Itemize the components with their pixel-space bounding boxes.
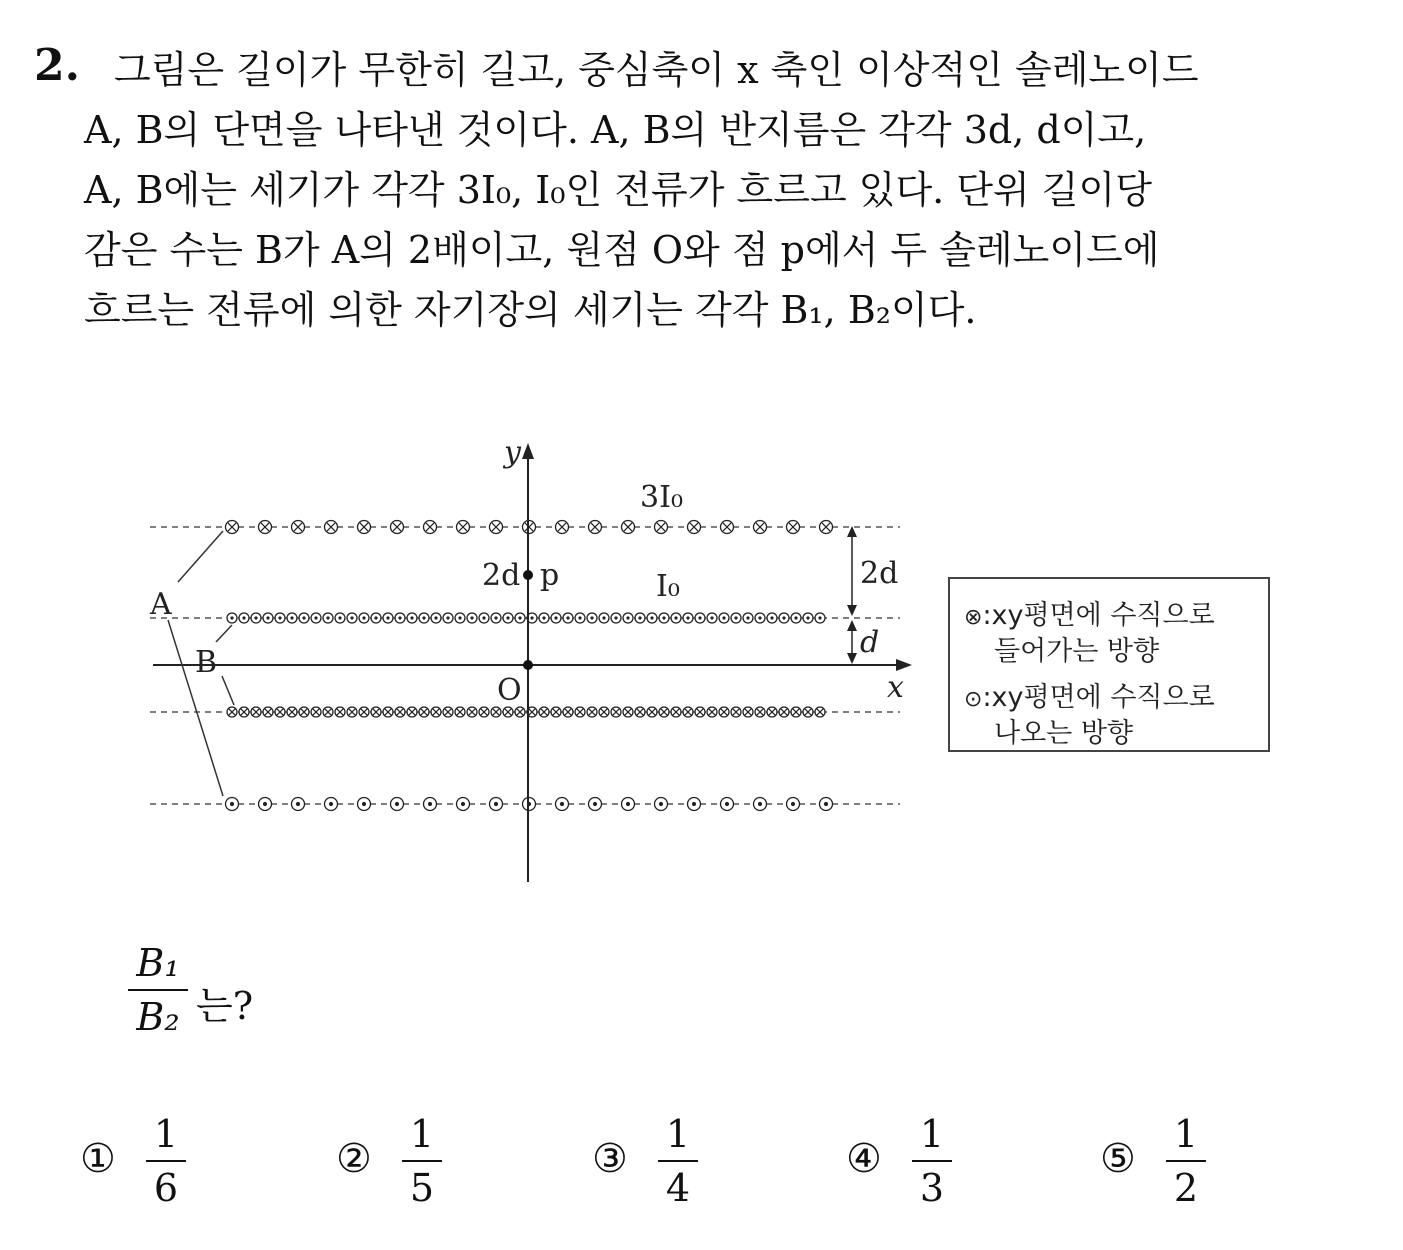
solenoid-b-top-wire xyxy=(551,613,561,623)
point-p-distance: 2d xyxy=(482,558,521,593)
solenoid-b-bottom-wire xyxy=(479,707,489,717)
y-axis-label: y xyxy=(504,435,521,470)
solenoid-b-top-wire xyxy=(347,613,357,623)
solenoid-b-top-wire xyxy=(515,613,525,623)
solenoid-b-bottom-wire xyxy=(359,707,369,717)
solenoid-b-bottom-wire xyxy=(323,707,333,717)
solenoid-b-top-wire xyxy=(695,613,705,623)
solenoid-a-top-wire xyxy=(325,521,338,534)
choice-1-numerator: 1 xyxy=(153,1112,179,1156)
solenoid-b-top-wire xyxy=(707,613,717,623)
solenoid-b-bottom-wire xyxy=(455,707,465,717)
legend-out-row-2 xyxy=(994,711,1133,750)
solenoid-b-bottom-wire xyxy=(743,707,753,717)
dimension-arrow-down xyxy=(847,605,857,616)
solenoid-a-top-wire xyxy=(424,521,437,534)
question-line-3: A, B에는 세기가 각각 3I₀, I₀인 전류가 흐르고 있다. 단위 길이당 xyxy=(84,168,1152,212)
solenoid-b-top-wire xyxy=(419,613,429,623)
solenoid-b-bottom-wire xyxy=(503,707,513,717)
solenoid-b-bottom-wire xyxy=(539,707,549,717)
solenoid-b-bottom-wire xyxy=(275,707,285,717)
solenoid-b-bottom-wire xyxy=(563,707,573,717)
origin-dot xyxy=(523,660,533,670)
solenoid-a-top-wire xyxy=(721,521,734,534)
solenoid-b-bottom-wire xyxy=(719,707,729,717)
solenoid-b-bottom-wire xyxy=(383,707,393,717)
solenoid-b-bottom-wire xyxy=(623,707,633,717)
solenoid-b-top-wire xyxy=(659,613,669,623)
solenoid-b-top-wire xyxy=(287,613,297,623)
current-b-label: I₀ xyxy=(656,569,680,604)
choice-2-denominator: 5 xyxy=(409,1166,435,1210)
legend-out-text-1: :xy평면에 수직으로 xyxy=(982,682,1215,713)
solenoid-b-leader-bottom xyxy=(222,676,234,705)
solenoid-a-bottom-wire xyxy=(325,798,338,811)
solenoid-b-top-wire xyxy=(719,613,729,623)
solenoid-a-top-wire xyxy=(292,521,305,534)
solenoid-b-bottom-wire xyxy=(611,707,621,717)
solenoid-a-top-wire xyxy=(688,521,701,534)
solenoid-a-top-wire xyxy=(391,521,404,534)
solenoid-b-bottom-wire xyxy=(491,707,501,717)
solenoid-a-bottom-wire xyxy=(424,798,437,811)
choice-3-fraction xyxy=(658,1108,698,1214)
solenoid-a-bottom-wire xyxy=(688,798,701,811)
choice-1-denominator: 6 xyxy=(153,1166,179,1210)
solenoid-b-bottom-wire xyxy=(515,707,525,717)
solenoid-b-top-wire xyxy=(383,613,393,623)
legend-out-row xyxy=(964,675,1215,714)
solenoid-b-top-wire xyxy=(587,613,597,623)
solenoid-b-bottom-wire xyxy=(263,707,273,717)
solenoid-a-bottom-wire xyxy=(787,798,800,811)
solenoid-b-bottom-wire xyxy=(671,707,681,717)
solenoid-b-bottom-wire xyxy=(779,707,789,717)
solenoid-b-bottom-wire xyxy=(659,707,669,717)
question-line-5: 흐르는 전류에 의한 자기장의 세기는 각각 B₁, B₂이다. xyxy=(84,288,977,332)
solenoid-b-top-wire xyxy=(575,613,585,623)
choice-1-mark: ① xyxy=(80,1136,116,1182)
solenoid-b-top-wire xyxy=(395,613,405,623)
solenoid-b-bottom-wire xyxy=(707,707,717,717)
choice-3-denominator: 4 xyxy=(665,1166,691,1210)
legend-in-row xyxy=(964,593,1215,632)
solenoid-b-top-wire xyxy=(311,613,321,623)
solenoid-a-bottom-wire xyxy=(490,798,503,811)
solenoid-b-bottom-wire xyxy=(587,707,597,717)
choice-4-denominator: 3 xyxy=(919,1166,945,1210)
solenoid-b-top-wire xyxy=(251,613,261,623)
solenoid-a-top-wire xyxy=(754,521,767,534)
solenoid-b-top-wire xyxy=(803,613,813,623)
solenoid-b-bottom-wire xyxy=(767,707,777,717)
solenoid-b-top-wire xyxy=(755,613,765,623)
solenoid-b-top-wire xyxy=(563,613,573,623)
solenoid-b-bottom-wire xyxy=(227,707,237,717)
solenoid-b-bottom-wire xyxy=(647,707,657,717)
dimension-label-d: d xyxy=(860,625,880,660)
solenoid-a-bottom-wire xyxy=(259,798,272,811)
solenoid-a-bottom-wire xyxy=(754,798,767,811)
solenoid-b-leader-top xyxy=(216,625,232,642)
solenoid-b-top-wire xyxy=(455,613,465,623)
solenoid-b-top-wire xyxy=(239,613,249,623)
choice-4-fraction xyxy=(912,1108,952,1214)
solenoid-a-bottom-wire xyxy=(721,798,734,811)
solenoid-b-top-wire xyxy=(479,613,489,623)
current-a-label: 3I₀ xyxy=(640,480,683,515)
solenoid-b-top-wire xyxy=(815,613,825,623)
solenoid-a-label: A xyxy=(150,587,172,622)
solenoid-a-bottom-wire xyxy=(820,798,833,811)
solenoid-b-top-wire xyxy=(275,613,285,623)
solenoid-b-label: B xyxy=(195,645,218,680)
solenoid-b-top-wire xyxy=(371,613,381,623)
dimension-arrow-up-d xyxy=(847,620,857,631)
choice-2-mark: ② xyxy=(336,1136,372,1182)
y-axis-arrow xyxy=(522,443,534,459)
solenoid-a-bottom-wire xyxy=(391,798,404,811)
question-line-1: 그림은 길이가 무한히 길고, 중심축이 x 축인 이상적인 솔레노이드 xyxy=(114,48,1199,92)
legend-box xyxy=(948,577,1270,752)
solenoid-a-bottom-wire xyxy=(358,798,371,811)
solenoid-b-bottom-wire xyxy=(299,707,309,717)
solenoid-b-top-wire xyxy=(671,613,681,623)
solenoid-a-top-wire xyxy=(787,521,800,534)
solenoid-b-top-wire xyxy=(227,613,237,623)
solenoid-b-bottom-wire xyxy=(419,707,429,717)
dimension-arrow-down-d xyxy=(847,653,857,664)
solenoid-b-top-wire xyxy=(791,613,801,623)
solenoid-b-top-wire xyxy=(539,613,549,623)
solenoid-a-top-wire xyxy=(622,521,635,534)
ask-fraction xyxy=(128,937,188,1043)
choice-1-fraction xyxy=(146,1108,186,1214)
solenoid-b-bottom-wire xyxy=(815,707,825,717)
solenoid-a-leader-top xyxy=(178,531,223,582)
solenoid-b-bottom-wire xyxy=(395,707,405,717)
solenoid-b-bottom-wire xyxy=(335,707,345,717)
solenoid-b-top-wire xyxy=(407,613,417,623)
solenoid-b-bottom-wire xyxy=(791,707,801,717)
solenoid-a-top-wire xyxy=(655,521,668,534)
dot-icon: ⊙ xyxy=(964,687,983,712)
solenoid-b-top-wire xyxy=(443,613,453,623)
legend-out-text-2: 나오는 방향 xyxy=(994,718,1133,749)
choice-4-mark: ④ xyxy=(846,1136,882,1182)
solenoid-a-top-wire xyxy=(589,521,602,534)
point-p-label: p xyxy=(540,558,560,593)
solenoid-b-bottom-wire xyxy=(575,707,585,717)
solenoid-b-bottom-wire xyxy=(803,707,813,717)
solenoid-b-top-wire xyxy=(431,613,441,623)
solenoid-b-bottom-wire xyxy=(311,707,321,717)
question-line-2: A, B의 단면을 나타낸 것이다. A, B의 반지름은 각각 3d, d이고, xyxy=(84,108,1147,152)
solenoid-b-bottom-wire xyxy=(683,707,693,717)
solenoid-a-top-wire xyxy=(490,521,503,534)
choice-5-numerator: 1 xyxy=(1173,1112,1199,1156)
solenoid-b-top-wire xyxy=(743,613,753,623)
ask-numerator: B₁ xyxy=(136,941,180,985)
solenoid-b-top-wire xyxy=(299,613,309,623)
choice-5-denominator: 2 xyxy=(1173,1166,1199,1210)
solenoid-b-top-wire xyxy=(467,613,477,623)
solenoid-a-top-wire xyxy=(226,521,239,534)
solenoid-a-top-wire xyxy=(259,521,272,534)
choice-5-fraction xyxy=(1166,1108,1206,1214)
solenoid-b-top-wire xyxy=(779,613,789,623)
solenoid-a-bottom-wire xyxy=(556,798,569,811)
solenoid-b-top-wire xyxy=(647,613,657,623)
solenoid-b-top-wire xyxy=(323,613,333,623)
solenoid-b-top-wire xyxy=(335,613,345,623)
solenoid-b-top-wire xyxy=(635,613,645,623)
solenoid-b-bottom-wire xyxy=(467,707,477,717)
solenoid-b-bottom-wire xyxy=(407,707,417,717)
solenoid-b-bottom-wire xyxy=(695,707,705,717)
solenoid-a-top-wire xyxy=(556,521,569,534)
question-number: 2. xyxy=(34,40,80,91)
legend-in-text-1: :xy평면에 수직으로 xyxy=(982,600,1215,631)
dimension-label-2d: 2d xyxy=(860,556,899,591)
choice-3-mark: ③ xyxy=(592,1136,628,1182)
ask-suffix: 는? xyxy=(196,984,254,1028)
solenoid-b-top-wire xyxy=(491,613,501,623)
solenoid-b-top-wire xyxy=(359,613,369,623)
solenoid-b-bottom-wire xyxy=(239,707,249,717)
choice-3-numerator: 1 xyxy=(665,1112,691,1156)
solenoid-a-top-wire xyxy=(358,521,371,534)
solenoid-a-bottom-wire xyxy=(589,798,602,811)
legend-in-text-2: 들어가는 방향 xyxy=(994,636,1160,667)
solenoid-a-top-wire xyxy=(457,521,470,534)
solenoid-b-bottom-wire xyxy=(347,707,357,717)
solenoid-b-bottom-wire xyxy=(731,707,741,717)
point-p-dot xyxy=(523,570,533,580)
solenoid-a-bottom-wire xyxy=(622,798,635,811)
solenoid-a-bottom-wire xyxy=(292,798,305,811)
solenoid-b-bottom-wire xyxy=(431,707,441,717)
solenoid-b-top-wire xyxy=(263,613,273,623)
solenoid-b-bottom-wire xyxy=(755,707,765,717)
solenoid-b-top-wire xyxy=(599,613,609,623)
question-line-4: 감은 수는 B가 A의 2배이고, 원점 O와 점 p에서 두 솔레노이드에 xyxy=(84,228,1160,272)
solenoid-a-bottom-wire xyxy=(457,798,470,811)
solenoid-a-bottom-wire xyxy=(655,798,668,811)
solenoid-b-top-wire xyxy=(731,613,741,623)
solenoid-b-top-wire xyxy=(767,613,777,623)
solenoid-a-top-wire xyxy=(820,521,833,534)
solenoid-b-bottom-wire xyxy=(551,707,561,717)
solenoid-b-bottom-wire xyxy=(635,707,645,717)
solenoid-b-bottom-wire xyxy=(371,707,381,717)
choice-4-numerator: 1 xyxy=(919,1112,945,1156)
origin-label: O xyxy=(497,673,522,708)
cross-icon: ⊗ xyxy=(964,605,983,630)
ask-denominator: B₂ xyxy=(136,995,180,1039)
x-axis-label: x xyxy=(887,670,904,705)
solenoid-b-bottom-wire xyxy=(251,707,261,717)
solenoid-b-top-wire xyxy=(611,613,621,623)
solenoid-b-top-wire xyxy=(503,613,513,623)
solenoid-a-bottom-wire xyxy=(226,798,239,811)
legend-in-row-2 xyxy=(994,629,1159,668)
solenoid-b-top-wire xyxy=(683,613,693,623)
choice-2-fraction xyxy=(402,1108,442,1214)
solenoid-b-bottom-wire xyxy=(443,707,453,717)
choice-2-numerator: 1 xyxy=(409,1112,435,1156)
solenoid-b-bottom-wire xyxy=(599,707,609,717)
solenoid-b-bottom-wire xyxy=(287,707,297,717)
choice-5-mark: ⑤ xyxy=(1100,1136,1136,1182)
solenoid-b-top-wire xyxy=(623,613,633,623)
